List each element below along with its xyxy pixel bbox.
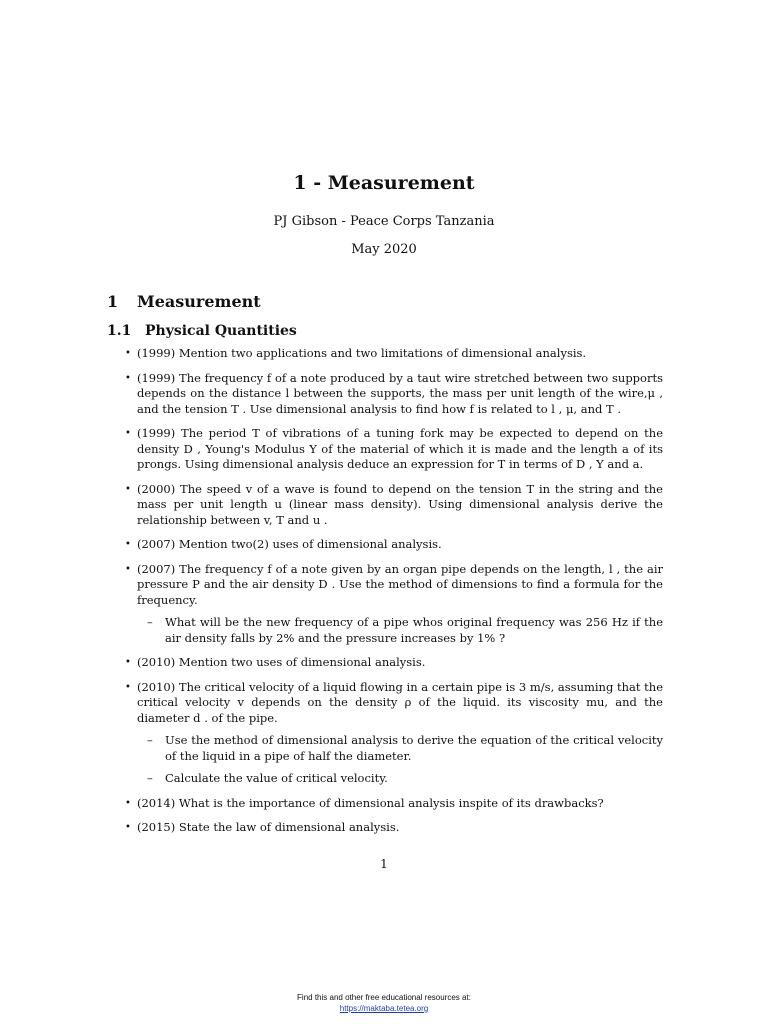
- list-item-text: (2010) Mention two uses of dimensional analysis.: [137, 655, 426, 669]
- list-item: [107, 371, 663, 418]
- list-item-text: (2014) What is the importance of dimensional analysis inspite of its drawbacks?: [137, 795, 604, 810]
- list-item-text: (1999) Mention two applications and two limitations of dimensional analysis.: [137, 346, 587, 360]
- subsection-title: Physical Quantities: [145, 323, 297, 339]
- footer: [0, 992, 768, 1014]
- bullet-icon: •: [125, 348, 131, 359]
- list-item-text: (2015) State the law of dimensional analysis.: [137, 820, 400, 834]
- list-item: [107, 346, 663, 362]
- dash-icon: –: [147, 733, 153, 747]
- list-item: [107, 680, 663, 787]
- sub-list-item-text: What will be the new frequency of a pipe whos original frequency was 256 Hz if the air density falls by 2% and the pressure increases by 1% ?: [165, 615, 663, 645]
- bullet-icon: •: [125, 797, 131, 809]
- sub-list-item: [137, 615, 663, 646]
- section-heading: [107, 292, 261, 311]
- footer-text: Find this and other free educational resources at:: [297, 993, 471, 1002]
- list-item: [107, 537, 663, 553]
- list-item-text: (2007) The frequency f of a note given by an organ pipe depends on the length, l , the air pressure P and the air density D . Use the method of dimensions to find a formula for the frequency.: [137, 561, 663, 607]
- sub-list-item-text: Calculate the value of critical velocity.: [165, 771, 388, 785]
- list-item-text: (1999) The frequency f of a note produced by a taut wire stretched between two supports depends on the distance l between the supports, the mass per unit length of the wire,μ , and the tension T . Use dimensional analysis to find how f is related to l , μ, and T .: [137, 370, 663, 416]
- list-item: [107, 562, 663, 647]
- list-item-text: (2000) The speed v of a wave is found to depend on the tension T in the string and the mass per unit length u (linear mass density). Using dimensional analysis derive the relationship between v, T and u .: [137, 481, 663, 527]
- bullet-icon: •: [125, 428, 131, 439]
- list-item: [107, 426, 663, 473]
- bullet-icon: •: [125, 657, 131, 668]
- footer-link[interactable]: https://maktaba.tetea.org: [339, 1004, 429, 1013]
- page-number: 1: [380, 857, 388, 871]
- subsection-heading: [107, 323, 297, 339]
- sub-list-item-text: Use the method of dimensional analysis to derive the equation of the critical velocity of the liquid in a pipe of half the diameter.: [165, 733, 663, 763]
- list-item: [107, 820, 663, 836]
- subsection-number: 1.1: [107, 323, 132, 339]
- document-title: 1 - Measurement: [293, 172, 475, 194]
- section-number: 1: [107, 292, 119, 311]
- bullet-icon: •: [125, 372, 131, 384]
- bullet-icon: •: [125, 483, 131, 495]
- list-item-text: (1999) The period T of vibrations of a tuning fork may be expected to depend on the density D , Young's Modulus Y of the material of which it is made and the length a of its prongs. Using dimensional analysis deduce an expression for T in terms of D , Y and a.: [137, 426, 663, 471]
- list-item: [107, 796, 663, 812]
- list-item-text: (2010) The critical velocity of a liquid flowing in a certain pipe is 3 m/s, assuming that the critical velocity v depends on the density ρ of the liquid. its viscosity mu, and the diameter d . of the pipe.: [137, 679, 663, 725]
- document-date: May 2020: [351, 242, 417, 257]
- sub-list-item: [137, 733, 663, 764]
- document-author: PJ Gibson - Peace Corps Tanzania: [273, 214, 495, 229]
- bullet-icon: •: [125, 681, 131, 693]
- list-item: [107, 482, 663, 529]
- list-item: [107, 655, 663, 671]
- bullet-icon: •: [125, 822, 131, 833]
- sub-list-item: [137, 771, 663, 787]
- list-item-text: (2007) Mention two(2) uses of dimensional analysis.: [137, 537, 442, 551]
- bullet-icon: •: [125, 539, 131, 550]
- bullet-icon: •: [125, 563, 131, 575]
- question-list: [107, 346, 663, 845]
- dash-icon: –: [147, 615, 153, 629]
- dash-icon: –: [147, 771, 153, 785]
- section-title: Measurement: [137, 292, 261, 311]
